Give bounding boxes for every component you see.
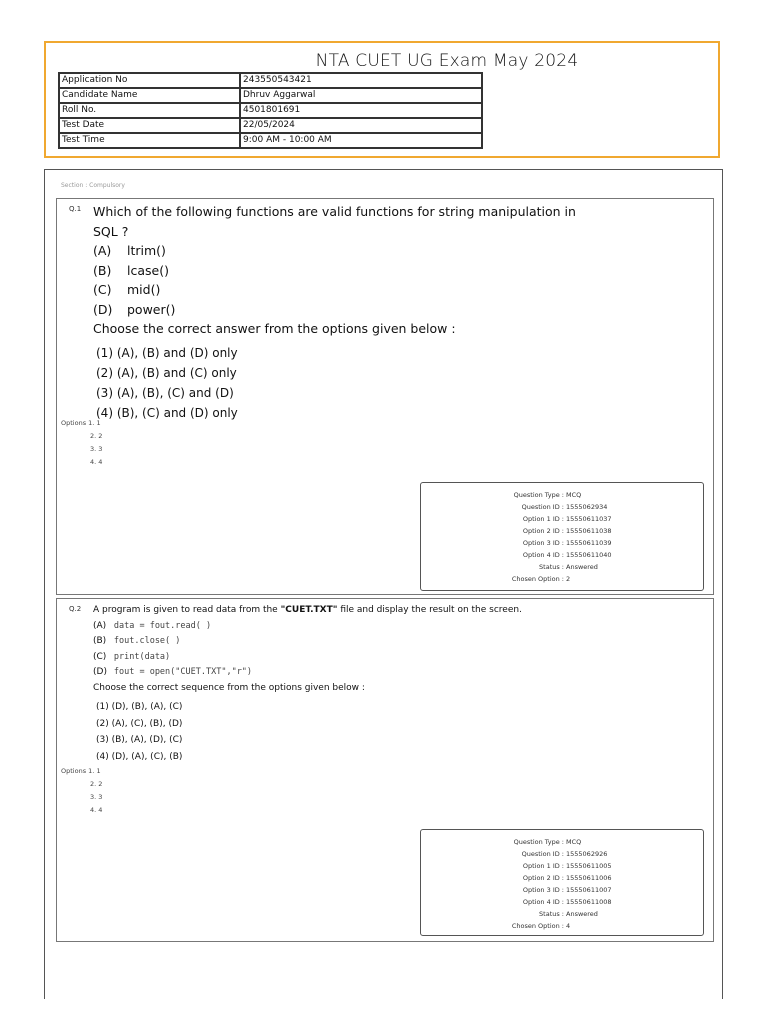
statement-item <box>93 241 703 261</box>
statement-label: (D) <box>93 667 107 677</box>
meta-row <box>421 501 703 513</box>
meta-value: Answered <box>566 910 598 918</box>
stem-text: file and display the result on the screen. <box>337 605 522 615</box>
meta-row <box>421 537 703 549</box>
meta-label: Chosen Option : <box>511 575 564 583</box>
option-entry: 4. 4 <box>90 458 103 466</box>
statement-item <box>93 634 703 650</box>
answer-choice: (1) (A), (B) and (D) only <box>96 345 238 360</box>
meta-value: Answered <box>566 563 598 571</box>
stem-text: A program is given to read data from the <box>93 605 281 615</box>
statement-item <box>93 300 703 320</box>
code-text: fout.close( ) <box>113 636 181 646</box>
answer-choice: (3) (A), (B), (C) and (D) <box>96 385 234 400</box>
meta-label: Option 3 ID : <box>522 539 564 547</box>
info-label: Application No <box>59 73 240 88</box>
meta-label: Question ID : <box>521 850 564 858</box>
info-value: 243550543421 <box>240 73 482 88</box>
meta-row <box>421 836 703 848</box>
meta-row <box>421 896 703 908</box>
question-number: Q.2 <box>69 605 82 613</box>
meta-row <box>421 525 703 537</box>
statement-item <box>93 280 703 300</box>
statement-label: (A) <box>93 243 112 258</box>
info-label: Test Time <box>59 133 240 148</box>
options-row <box>61 765 102 778</box>
question-stem-line: SQL ? <box>93 223 129 239</box>
meta-label: Question Type : <box>513 838 564 846</box>
meta-label: Question Type : <box>513 491 564 499</box>
meta-value: 15550611006 <box>566 874 612 882</box>
options-list <box>61 765 102 817</box>
answer-choice: (4) (D), (A), (C), (B) <box>96 752 183 763</box>
info-value: 9:00 AM - 10:00 AM <box>240 133 482 148</box>
statement-text: power() <box>127 301 176 317</box>
meta-value: 1555062926 <box>566 850 608 858</box>
meta-value: 15550611039 <box>566 539 612 547</box>
meta-value: 15550611038 <box>566 527 612 535</box>
meta-row <box>421 908 703 920</box>
option-entry: 1. 1 <box>88 419 101 427</box>
meta-label: Option 1 ID : <box>522 515 564 523</box>
code-text: print(data) <box>113 651 171 662</box>
options-label: Options <box>61 767 87 775</box>
meta-label: Status : <box>539 910 564 918</box>
option-entry: 2. 2 <box>90 780 103 788</box>
meta-row <box>421 848 703 860</box>
question-card-1 <box>56 198 714 595</box>
info-row-date <box>59 118 482 133</box>
meta-label: Option 2 ID : <box>522 527 564 535</box>
option-entry: 4. 4 <box>90 806 103 814</box>
code-text: data = fout.read( ) <box>113 620 212 631</box>
question-instruction: Choose the correct answer from the options given below : <box>93 321 456 336</box>
question-stem-line <box>93 603 703 619</box>
statement-label: (B) <box>93 636 107 646</box>
meta-label: Option 2 ID : <box>522 874 564 882</box>
meta-row <box>421 513 703 525</box>
meta-label: Question ID : <box>521 503 564 511</box>
meta-label: Option 4 ID : <box>522 898 564 906</box>
answer-choice: (4) (B), (C) and (D) only <box>96 405 238 420</box>
statement-label: (C) <box>93 651 107 662</box>
meta-row <box>421 561 703 573</box>
meta-value: 4 <box>566 922 571 930</box>
meta-label: Option 3 ID : <box>522 886 564 894</box>
statement-label: (C) <box>93 282 112 297</box>
answer-choice: (3) (B), (A), (D), (C) <box>96 735 183 746</box>
statement-label: (D) <box>93 301 113 317</box>
answer-choice: (2) (A), (C), (B), (D) <box>96 718 183 729</box>
statement-item <box>93 261 703 281</box>
candidate-info-table <box>58 72 483 149</box>
question-instruction: Choose the correct sequence from the options given below : <box>93 682 365 693</box>
meta-value: 15550611037 <box>566 515 612 523</box>
exam-header <box>44 41 720 158</box>
meta-row <box>421 489 703 501</box>
option-entry: 2. 2 <box>90 432 103 440</box>
meta-value: 2 <box>566 575 571 583</box>
meta-row <box>421 573 703 585</box>
section-label: Section : Compulsory <box>61 182 125 189</box>
meta-label: Option 1 ID : <box>522 862 564 870</box>
meta-row <box>421 860 703 872</box>
statement-text: mid() <box>127 282 161 297</box>
meta-value: MCQ <box>566 838 582 846</box>
meta-label: Chosen Option : <box>511 922 564 930</box>
code-text: fout = open("CUET.TXT","r") <box>113 667 253 677</box>
meta-label: Status : <box>539 563 564 571</box>
option-entry: 3. 3 <box>90 793 103 801</box>
option-entry: 3. 3 <box>90 445 103 453</box>
statement-label: (B) <box>93 262 112 278</box>
statement-label: (A) <box>93 620 107 631</box>
statement-text: ltrim() <box>127 243 166 258</box>
info-value: 22/05/2024 <box>240 118 482 133</box>
info-label: Roll No. <box>59 103 240 118</box>
info-row-application <box>59 73 482 88</box>
question-meta-box <box>420 482 704 591</box>
info-row-roll <box>59 103 482 118</box>
option-entry: 1. 1 <box>88 767 101 775</box>
options-list <box>61 417 102 469</box>
statement-text: lcase() <box>127 262 169 278</box>
question-meta-box <box>420 829 704 936</box>
meta-row <box>421 872 703 884</box>
options-label: Options <box>61 419 87 427</box>
meta-value: 1555062934 <box>566 503 608 511</box>
meta-row <box>421 884 703 896</box>
question-body <box>93 202 703 423</box>
answer-choice: (2) (A), (B) and (C) only <box>96 365 237 380</box>
meta-row <box>421 920 703 932</box>
meta-label: Option 4 ID : <box>522 551 564 559</box>
info-value: Dhruv Aggarwal <box>240 88 482 103</box>
info-label: Test Date <box>59 118 240 133</box>
options-row <box>61 417 102 430</box>
info-row-candidate <box>59 88 482 103</box>
info-label: Candidate Name <box>59 88 240 103</box>
statement-item <box>93 665 703 681</box>
meta-value: 15550611005 <box>566 862 612 870</box>
exam-title: NTA CUET UG Exam May 2024 <box>315 51 579 71</box>
question-card-2 <box>56 598 714 942</box>
info-row-time <box>59 133 482 148</box>
question-body <box>93 603 703 766</box>
info-value: 4501801691 <box>240 103 482 118</box>
meta-row <box>421 549 703 561</box>
stem-filename: "CUET.TXT" <box>280 605 338 615</box>
question-number: Q.1 <box>69 205 82 213</box>
statement-item <box>93 650 703 666</box>
meta-value: 15550611007 <box>566 886 612 894</box>
question-section <box>44 169 723 999</box>
answer-choice: (1) (D), (B), (A), (C) <box>96 702 183 712</box>
meta-value: 15550611008 <box>566 898 612 906</box>
meta-value: MCQ <box>566 491 582 499</box>
statement-item <box>93 619 703 635</box>
question-stem-line: Which of the following functions are valid functions for string manipulation in <box>93 204 576 219</box>
meta-value: 15550611040 <box>566 551 612 559</box>
